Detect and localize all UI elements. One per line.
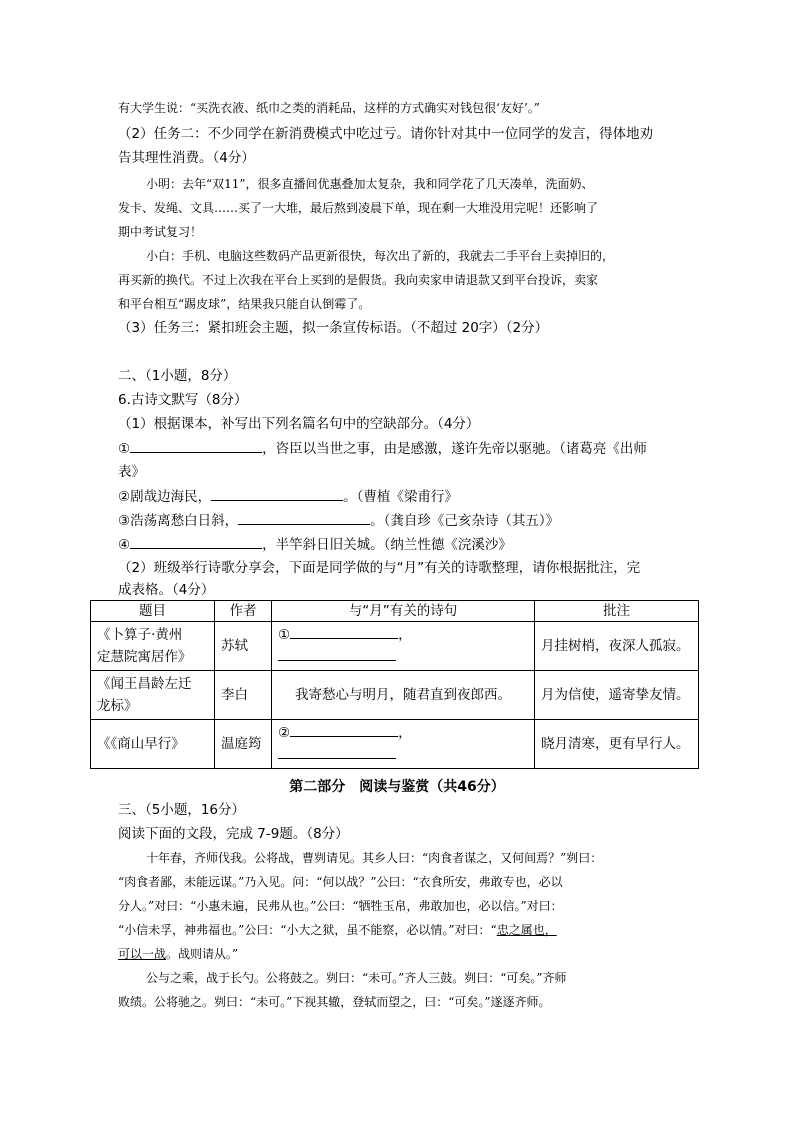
- answer-blank[interactable]: [130, 534, 262, 549]
- header-note: 批注: [535, 601, 699, 622]
- passage-line: “小信未孚，神弗福也。”公曰：“小大之狱，虽不能察，必以情。”对曰：“忠之属也，: [118, 923, 557, 937]
- q6-part2-prompt-cont: 成表格。（4分）: [118, 582, 215, 598]
- answer-blank[interactable]: [238, 510, 370, 525]
- task-two-prompt-cont: 告其理性消费。（4分）: [118, 150, 255, 166]
- answer-blank[interactable]: [278, 646, 396, 661]
- table-header-row: [91, 601, 699, 622]
- passage-line: 败绩。公将驰之。刿曰：“未可。”下视其辙，登轼而望之，曰：“可矣。”遂逐齐师。: [118, 995, 551, 1009]
- task-two-prompt: （2）任务二：不少同学在新消费模式中吃过亏。请你针对其中一位同学的发言，得体地劝: [118, 126, 654, 142]
- reading-instruction: 阅读下面的文段，完成 7-9题。（8分）: [118, 826, 349, 842]
- table-row: [91, 720, 699, 769]
- poem-title-cell: 《闻王昌龄左迁 龙标》: [91, 671, 215, 720]
- task-three-prompt: （3）任务三：紧扣班会主题，拟一条宣传标语。（不超过 20字）（2分）: [118, 320, 549, 336]
- underlined-sentence: 可以一战: [118, 947, 167, 961]
- verse-cell: ② ，: [272, 720, 535, 769]
- part-two-title: 第二部分 阅读与鉴赏（共46分）: [289, 779, 505, 795]
- author-cell: 苏轼: [215, 622, 272, 671]
- answer-blank[interactable]: [278, 744, 396, 759]
- header-author: 作者: [215, 601, 272, 622]
- fill-blank-3: ③浩荡离愁白日斜， 。（龚自珍《己亥杂诗（其五）》: [118, 510, 559, 531]
- passage-line: “肉食者鄙，未能远谋。”乃入见。问：“何以战？”公曰：“衣食所安，弗敢专也，必以: [118, 875, 563, 889]
- q6-part1-prompt: （1）根据课本，补写出下列名篇名句中的空缺部分。（4分）: [118, 416, 480, 432]
- text-line: 有大学生说：“买洗衣液、纸巾之类的消耗品，这样的方式确实对钱包很‘友好’。”: [118, 101, 540, 115]
- answer-blank[interactable]: [211, 486, 343, 501]
- passage-line: 分人。”对曰：“小惠未遍，民弗从也。”公曰：“牺牲玉帛，弗敢加也，必以信。”对曰：: [118, 899, 563, 913]
- header-verse: 与“月”有关的诗句: [272, 601, 535, 622]
- passage-line: 公与之乘，战于长勺。公将鼓之。刿曰：“未可。”齐人三鼓。刿曰：“可矣。”齐师: [146, 971, 567, 985]
- note-cell: 晓月清寒，更有早行人。: [535, 720, 699, 769]
- section-three-heading: 三、（5小题，16分）: [118, 802, 246, 818]
- answer-blank[interactable]: [290, 624, 398, 639]
- passage-line: 可以一战。战则请从。”: [118, 947, 239, 961]
- author-cell: 李白: [215, 671, 272, 720]
- xiaoming-statement-cont: 发卡、发绳、文具……买了一大堆，最后熬到凌晨下单，现在剩一大堆没用完呢！还影响了: [118, 201, 599, 215]
- passage-line: 十年春，齐师伐我。公将战，曹刿请见。其乡人曰：“肉食者谋之，又何间焉？”刿曰：: [146, 851, 603, 865]
- section-two-heading: 二、（1小题，8分）: [118, 368, 237, 384]
- fill-blank-1: ① ，咨臣以当世之事，由是感激，遂许先帝以驱驰。（诸葛亮《出师: [118, 438, 647, 459]
- verse-cell: 我寄愁心与明月，随君直到夜郎西。: [272, 671, 535, 720]
- xiaobai-statement-cont: 再买新的换代。不过上次我在平台上买到的是假货。我向卖家申请退款又到平台投诉，卖家: [118, 273, 599, 287]
- poem-title-cell: 《《商山早行》: [91, 720, 215, 769]
- xiaobai-statement-end: 和平台相互“踢皮球”，结果我只能自认倒霉了。: [118, 297, 371, 311]
- table-row: [91, 671, 699, 720]
- xiaoming-statement: 小明：去年“双11”，很多直播间优惠叠加太复杂，我和同学花了几天凑单，洗面奶、: [146, 177, 594, 191]
- header-title: 题目: [91, 601, 215, 622]
- answer-blank[interactable]: [130, 438, 262, 453]
- xiaobai-statement: 小白：手机、电脑这些数码产品更新很快，每次出了新的，我就去二手平台上卖掉旧的，: [146, 249, 615, 263]
- note-cell: 月为信使，遥寄挚友情。: [535, 671, 699, 720]
- fill-blank-4: ④ ，半竿斜日旧关城。（纳兰性德《浣溪沙》: [118, 534, 512, 555]
- q6-part2-prompt: （2）班级举行诗歌分享会，下面是同学做的与“月”有关的诗歌整理，请你根据批注，完: [118, 560, 641, 576]
- poem-title-cell: 《卜算子·黄州 定慧院寓居作》: [91, 622, 215, 671]
- xiaoming-statement-end: 期中考试复习！: [118, 225, 203, 239]
- fill-blank-1-cont: 表》: [118, 464, 145, 480]
- question-6-heading: 6.古诗文默写（8分）: [118, 392, 248, 408]
- underlined-sentence: 忠之属也，: [496, 923, 557, 937]
- verse-cell: ① ，: [272, 622, 535, 671]
- fill-blank-2: ②剧哉边海民， 。（曹植《梁甫行》: [118, 486, 458, 507]
- poem-table: [90, 600, 699, 769]
- answer-blank[interactable]: [290, 722, 398, 737]
- table-row: [91, 622, 699, 671]
- author-cell: 温庭筠: [215, 720, 272, 769]
- note-cell: 月挂树梢，夜深人孤寂。: [535, 622, 699, 671]
